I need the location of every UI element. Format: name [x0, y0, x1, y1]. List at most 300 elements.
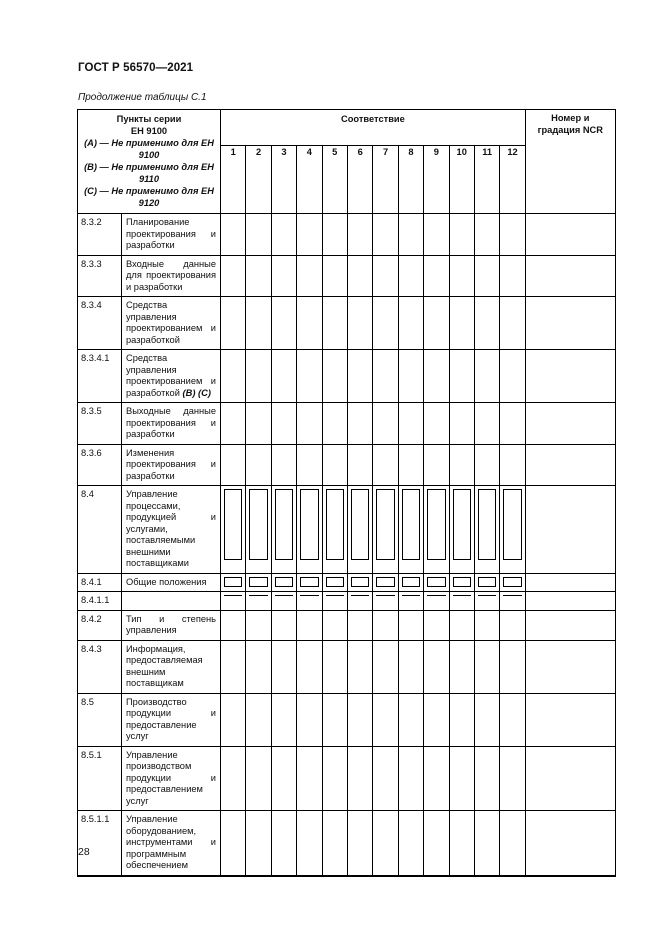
conformity-cell: [221, 297, 246, 350]
table-caption: Продолжение таблицы С.1: [78, 92, 207, 103]
conformity-cell: [424, 255, 449, 297]
clause-number: 8.3.3: [78, 255, 122, 297]
table-row: [78, 444, 616, 486]
conformity-cell: [271, 592, 296, 611]
conformity-cell-area: [272, 747, 296, 798]
conformity-box: [351, 489, 369, 560]
conformity-cell: [322, 811, 347, 877]
conformity-cell-area: [373, 747, 397, 798]
conformity-cell-area: [373, 256, 397, 295]
conformity-cell-area: [297, 256, 321, 295]
conformity-box: [249, 577, 267, 587]
column-number: 7: [373, 145, 398, 213]
conformity-cell-area: [323, 256, 347, 295]
conformity-cell: [246, 350, 271, 403]
ncr-cell: [525, 350, 615, 403]
clause-title-text: Управление производством продукции и предоставлением услуг: [126, 749, 216, 806]
conformity-cell: [347, 255, 372, 297]
conformity-cell-area: [424, 486, 448, 563]
conformity-cell: [500, 573, 526, 592]
clause-title: [122, 592, 221, 611]
conformity-cell: [373, 811, 398, 877]
column-number: 12: [500, 145, 526, 213]
conformity-cell-area: [221, 445, 245, 484]
conformity-cell: [398, 255, 423, 297]
conformity-cell-area: [221, 486, 245, 563]
column-number: 3: [271, 145, 296, 213]
conformity-cell-area: [450, 486, 474, 563]
conformity-cell-area: [272, 214, 296, 253]
conformity-cell-area: [246, 641, 270, 692]
conformity-cell: [221, 640, 246, 693]
conformity-cell-area: [373, 811, 397, 875]
conformity-cell: [373, 592, 398, 611]
conformity-cell-area: [221, 694, 245, 733]
conformity-cell: [347, 214, 372, 256]
conformity-cell: [373, 486, 398, 574]
conformity-box: [402, 577, 420, 587]
conformity-cell: [271, 297, 296, 350]
conformity-cell: [398, 693, 423, 746]
conformity-cell: [500, 592, 526, 611]
conformity-cell-area: [246, 811, 270, 875]
conformity-cell-area: [246, 611, 270, 638]
conformity-line: [402, 595, 420, 596]
conformity-cell-area: [297, 747, 321, 798]
ncr-cell: [525, 444, 615, 486]
table-row: [78, 592, 616, 611]
header-points-line: (A) — Не применимо для ЕН 9100: [84, 138, 214, 160]
clause-title: [122, 403, 221, 445]
conformity-cell: [322, 444, 347, 486]
conformity-cell-area: [297, 574, 321, 590]
conformity-cell-area: [500, 445, 525, 484]
header-points-lines: [81, 113, 217, 209]
clause-number: 8.5.1: [78, 746, 122, 811]
ncr-cell: [525, 214, 615, 256]
conformity-cell-area: [450, 641, 474, 692]
clause-title: [122, 811, 221, 877]
clause-title: [122, 255, 221, 297]
conformity-cell-area: [424, 592, 448, 606]
conformity-box: [427, 489, 445, 560]
conformity-cell: [297, 610, 322, 640]
column-number: 8: [398, 145, 423, 213]
conformity-cell-area: [323, 403, 347, 442]
conformity-cell-area: [348, 486, 372, 563]
conformity-cell: [398, 214, 423, 256]
conformity-cell-area: [297, 214, 321, 253]
conformity-cell-area: [323, 486, 347, 563]
conformity-cell-area: [272, 592, 296, 606]
conformity-cell: [424, 811, 449, 877]
clause-title-text: Планирование проектирования и разработки: [126, 217, 216, 250]
conformity-cell: [347, 297, 372, 350]
conformity-cell: [297, 640, 322, 693]
ncr-cell: [525, 573, 615, 592]
table-row: [78, 486, 616, 574]
column-number: 11: [474, 145, 499, 213]
column-number: 6: [347, 145, 372, 213]
conformity-cell-area: [297, 297, 321, 336]
conformity-cell-area: [475, 641, 499, 692]
conformity-cell-area: [424, 403, 448, 442]
table-row: [78, 610, 616, 640]
conformity-cell: [297, 486, 322, 574]
conformity-cell-area: [450, 350, 474, 401]
conformity-cell-area: [221, 256, 245, 295]
ncr-cell: [525, 746, 615, 811]
conformity-cell: [271, 640, 296, 693]
conformity-cell-area: [424, 611, 448, 638]
conformity-cell: [271, 573, 296, 592]
conformity-cell: [449, 255, 474, 297]
conformity-cell: [347, 444, 372, 486]
conformity-cell: [271, 214, 296, 256]
column-number: 10: [449, 145, 474, 213]
clause-applicability: (B) (C): [182, 387, 211, 398]
conformity-cell-area: [348, 641, 372, 692]
conformity-cell-area: [348, 445, 372, 484]
conformity-cell: [424, 640, 449, 693]
clause-title-text: Средства управления проектированием и разработкой: [126, 353, 216, 398]
conformity-cell: [322, 573, 347, 592]
conformity-cell: [221, 403, 246, 445]
column-number: 2: [246, 145, 271, 213]
conformity-line: [376, 595, 394, 596]
conformity-cell: [398, 444, 423, 486]
table-row: [78, 693, 616, 746]
clause-number: 8.5.1.1: [78, 811, 122, 877]
conformity-cell: [221, 255, 246, 297]
conformity-cell: [297, 746, 322, 811]
conformity-cell-area: [450, 811, 474, 875]
conformity-cell: [373, 403, 398, 445]
conformity-cell: [424, 486, 449, 574]
header-points-line: Пункты серии: [116, 114, 182, 124]
conformity-cell-area: [221, 641, 245, 692]
conformity-cell-area: [500, 641, 525, 692]
conformity-cell: [322, 592, 347, 611]
conformity-cell: [322, 746, 347, 811]
conformity-cell: [221, 592, 246, 611]
ncr-cell: [525, 255, 615, 297]
conformity-cell-area: [246, 592, 270, 606]
clause-number: 8.4.1.1: [78, 592, 122, 611]
conformity-cell-area: [500, 611, 525, 638]
conformity-cell: [322, 403, 347, 445]
header-ncr-line2: градация NCR: [537, 125, 603, 135]
table-row: [78, 350, 616, 403]
table-row: [78, 811, 616, 877]
clause-title-text: Изменения проектирования и разработки: [126, 447, 216, 481]
clause-title: [122, 486, 221, 574]
conformity-cell: [398, 297, 423, 350]
document-header: ГОСТ Р 56570—2021: [78, 62, 194, 74]
ncr-cell: [525, 811, 615, 877]
conformity-cell-area: [297, 694, 321, 733]
conformity-box: [275, 489, 293, 560]
conformity-cell: [449, 573, 474, 592]
table-row: [78, 573, 616, 592]
conformity-cell-area: [323, 641, 347, 692]
conformity-cell: [449, 592, 474, 611]
conformity-cell-area: [323, 747, 347, 798]
conformity-cell-area: [399, 256, 423, 295]
conformity-cell: [271, 811, 296, 877]
conformity-cell-area: [246, 486, 270, 563]
conformity-cell-area: [475, 350, 499, 401]
conformity-cell-area: [297, 403, 321, 442]
conformity-cell-area: [475, 611, 499, 638]
conformity-line: [300, 595, 318, 596]
conformity-cell: [500, 693, 526, 746]
conformity-cell-area: [323, 297, 347, 336]
conformity-cell-area: [246, 350, 270, 401]
conformity-cell: [297, 811, 322, 877]
conformity-cell-area: [348, 811, 372, 875]
conformity-cell-area: [323, 611, 347, 638]
conformity-cell-area: [399, 403, 423, 442]
conformity-cell: [246, 693, 271, 746]
conformity-cell: [500, 444, 526, 486]
conformity-cell: [271, 403, 296, 445]
conformity-cell: [347, 811, 372, 877]
header-ncr-line1: Номер и: [551, 113, 590, 123]
conformity-cell-area: [424, 350, 448, 401]
conformity-cell-area: [323, 350, 347, 401]
conformity-cell-area: [323, 592, 347, 606]
conformity-cell: [221, 350, 246, 403]
conformity-cell: [221, 693, 246, 746]
conformity-cell-area: [272, 256, 296, 295]
conformity-cell-area: [475, 592, 499, 606]
conformity-cell-area: [221, 214, 245, 253]
ncr-cell: [525, 610, 615, 640]
conformity-cell: [322, 640, 347, 693]
conformity-cell: [221, 486, 246, 574]
conformity-cell-area: [399, 592, 423, 606]
conformity-cell: [246, 255, 271, 297]
conformity-cell: [347, 640, 372, 693]
conformity-cell-area: [450, 297, 474, 336]
conformity-cell-area: [424, 641, 448, 692]
header-points: [78, 110, 221, 214]
conformity-cell: [474, 592, 499, 611]
conformity-cell: [322, 350, 347, 403]
conformity-cell: [322, 610, 347, 640]
conformity-cell: [347, 746, 372, 811]
clause-title-text: Входные данные для проектирования и разработки: [126, 258, 216, 292]
conformity-cell-area: [424, 811, 448, 875]
clause-title: [122, 610, 221, 640]
conformity-cell: [424, 610, 449, 640]
conformity-cell-area: [348, 256, 372, 295]
clause-title-text: Производство продукции и предоставление услуг: [126, 696, 216, 741]
conformity-cell-area: [221, 297, 245, 336]
conformity-line: [453, 595, 471, 596]
conformity-cell-area: [399, 214, 423, 253]
conformity-cell: [398, 592, 423, 611]
conformity-cell-area: [221, 592, 245, 606]
conformity-box: [503, 489, 522, 560]
conformity-cell-area: [475, 445, 499, 484]
conformity-box: [376, 489, 394, 560]
conformity-table: [77, 109, 616, 877]
table-row: [78, 214, 616, 256]
conformity-cell: [500, 214, 526, 256]
conformity-cell-area: [221, 811, 245, 875]
conformity-cell-area: [373, 214, 397, 253]
conformity-cell: [424, 214, 449, 256]
conformity-cell: [474, 350, 499, 403]
conformity-cell-area: [475, 256, 499, 295]
conformity-cell-area: [348, 592, 372, 606]
conformity-cell: [398, 811, 423, 877]
clause-number: 8.3.4: [78, 297, 122, 350]
conformity-cell-area: [450, 256, 474, 295]
conformity-cell: [373, 255, 398, 297]
conformity-cell-area: [500, 350, 525, 401]
conformity-cell: [474, 486, 499, 574]
conformity-cell-area: [475, 747, 499, 798]
ncr-cell: [525, 693, 615, 746]
conformity-cell: [347, 486, 372, 574]
conformity-cell-area: [246, 747, 270, 798]
conformity-cell-area: [297, 350, 321, 401]
clause-title-text: Управление процессами, продукцией и услугами, поставляемыми внешними поставщиками: [126, 489, 216, 568]
column-number: 9: [424, 145, 449, 213]
conformity-line: [503, 595, 522, 596]
conformity-cell: [373, 214, 398, 256]
conformity-cell: [246, 486, 271, 574]
conformity-cell-area: [297, 811, 321, 875]
conformity-cell-area: [500, 811, 525, 875]
conformity-cell-area: [475, 811, 499, 875]
conformity-cell: [474, 255, 499, 297]
conformity-cell-area: [424, 747, 448, 798]
conformity-cell-area: [399, 574, 423, 590]
conformity-cell-area: [348, 694, 372, 733]
conformity-cell-area: [246, 256, 270, 295]
conformity-cell: [449, 811, 474, 877]
conformity-cell: [500, 746, 526, 811]
conformity-cell-area: [272, 445, 296, 484]
conformity-cell: [297, 444, 322, 486]
ncr-cell: [525, 486, 615, 574]
conformity-cell: [449, 297, 474, 350]
conformity-cell: [373, 444, 398, 486]
clause-title: [122, 693, 221, 746]
conformity-cell-area: [373, 445, 397, 484]
conformity-cell: [474, 746, 499, 811]
conformity-cell-area: [450, 592, 474, 606]
column-number: 5: [322, 145, 347, 213]
header-row-1: [78, 110, 616, 146]
table-row: [78, 746, 616, 811]
conformity-cell: [474, 214, 499, 256]
conformity-cell: [373, 640, 398, 693]
conformity-cell: [500, 297, 526, 350]
conformity-box: [453, 489, 471, 560]
conformity-cell-area: [246, 574, 270, 590]
clause-title-text: Тип и степень управления: [126, 613, 216, 635]
conformity-cell-area: [297, 592, 321, 606]
conformity-box: [224, 489, 242, 560]
conformity-cell: [424, 746, 449, 811]
conformity-cell: [500, 610, 526, 640]
ncr-cell: [525, 592, 615, 611]
conformity-cell: [246, 444, 271, 486]
conformity-cell-area: [373, 350, 397, 401]
conformity-cell-area: [399, 811, 423, 875]
clause-number: 8.4.2: [78, 610, 122, 640]
conformity-cell-area: [500, 256, 525, 295]
conformity-cell-area: [246, 445, 270, 484]
table-body: [78, 214, 616, 877]
clause-title: [122, 214, 221, 256]
conformity-cell: [449, 486, 474, 574]
conformity-line: [224, 595, 242, 596]
clause-number: 8.4.1: [78, 573, 122, 592]
conformity-cell: [297, 255, 322, 297]
conformity-cell: [373, 297, 398, 350]
conformity-cell: [398, 403, 423, 445]
conformity-cell: [297, 592, 322, 611]
conformity-cell-area: [272, 297, 296, 336]
conformity-cell-area: [450, 747, 474, 798]
conformity-cell-area: [348, 214, 372, 253]
conformity-cell-area: [272, 694, 296, 733]
conformity-cell-area: [348, 403, 372, 442]
conformity-cell-area: [475, 694, 499, 733]
conformity-cell: [271, 746, 296, 811]
conformity-cell: [500, 486, 526, 574]
conformity-cell: [449, 350, 474, 403]
ncr-cell: [525, 297, 615, 350]
header-points-line: (C) — Не применимо для ЕН 9120: [84, 186, 214, 208]
conformity-cell: [373, 573, 398, 592]
conformity-box: [275, 577, 293, 587]
conformity-cell: [246, 592, 271, 611]
conformity-cell: [449, 746, 474, 811]
conformity-box: [300, 489, 318, 560]
conformity-cell-area: [500, 694, 525, 733]
conformity-cell: [221, 746, 246, 811]
conformity-cell: [424, 693, 449, 746]
conformity-cell-area: [475, 574, 499, 590]
conformity-cell: [297, 573, 322, 592]
conformity-cell-area: [500, 747, 525, 798]
conformity-line: [427, 595, 445, 596]
conformity-cell: [246, 746, 271, 811]
conformity-box: [326, 577, 344, 587]
conformity-cell-area: [373, 403, 397, 442]
conformity-cell-area: [475, 486, 499, 563]
conformity-cell: [373, 610, 398, 640]
conformity-line: [478, 595, 496, 596]
conformity-box: [453, 577, 471, 587]
conformity-cell-area: [500, 486, 525, 563]
conformity-cell-area: [450, 445, 474, 484]
clause-title: [122, 297, 221, 350]
conformity-cell: [398, 610, 423, 640]
clause-title: [122, 746, 221, 811]
conformity-cell-area: [399, 747, 423, 798]
conformity-cell: [424, 297, 449, 350]
conformity-line: [275, 595, 293, 596]
conformity-cell: [297, 403, 322, 445]
